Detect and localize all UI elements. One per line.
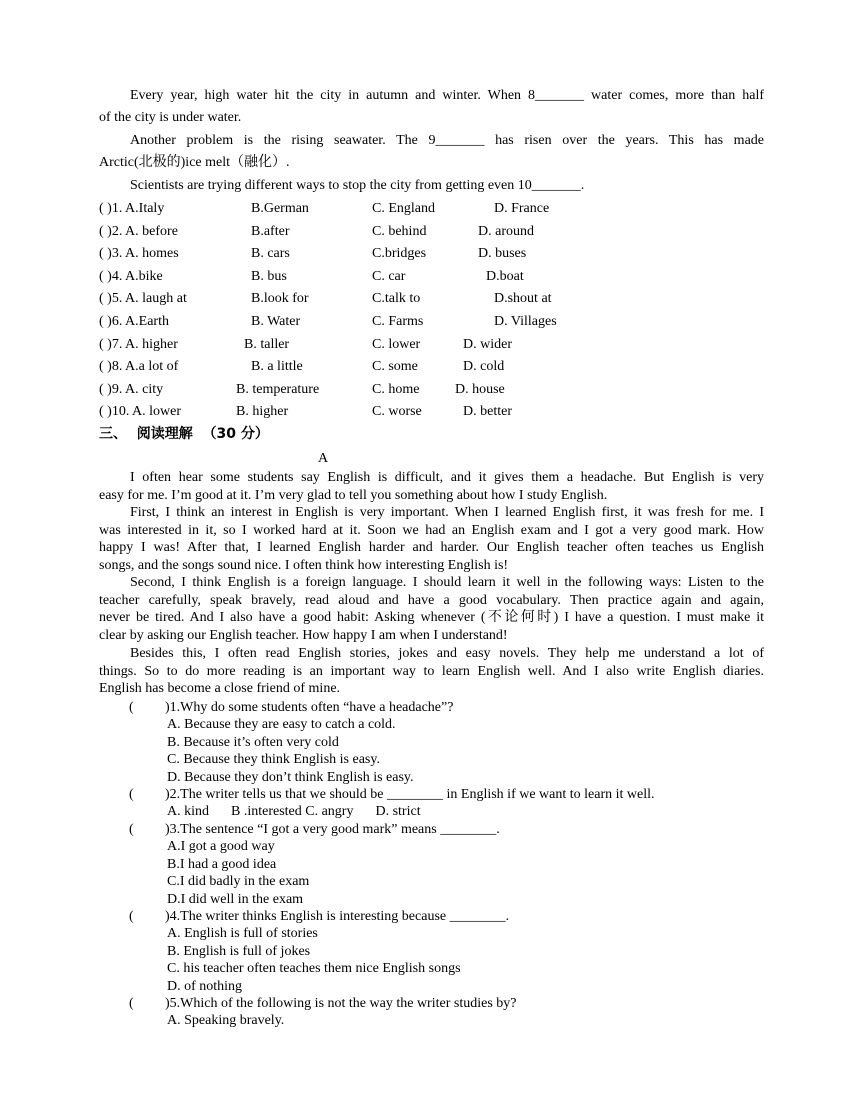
- option-number-a: ( )8. A.a lot of: [99, 359, 179, 375]
- text-line: things. So to do more reading is an important way to learn English well. And I also write English diaries.: [99, 663, 764, 679]
- text-line: teacher carefully, speak bravely, read aloud and have a good vocabulary. Then practice again and again,: [99, 592, 764, 608]
- option-row: [99, 356, 764, 379]
- option-number-a: ( )9. A. city: [99, 381, 164, 397]
- choice: B. Because it’s often very cold: [167, 734, 339, 750]
- option-d: D. Villages: [494, 313, 557, 329]
- question-header: [99, 995, 517, 1012]
- question-5: [99, 995, 517, 1030]
- option-c: C.bridges: [372, 246, 427, 262]
- answer-blank[interactable]: (: [129, 787, 134, 802]
- question-text: )3.The sentence “I got a very good mark” means ________.: [165, 822, 500, 837]
- question-header: [99, 908, 510, 925]
- option-b: B. bus: [251, 268, 287, 284]
- choices-row: [99, 803, 443, 820]
- cloze-paragraph-1: [99, 85, 764, 107]
- answer-blank[interactable]: (: [129, 822, 134, 837]
- option-row: [99, 334, 764, 357]
- option-d: D. buses: [478, 246, 527, 262]
- reading-paragraph-3: [99, 574, 764, 644]
- text-line: clear by asking our English teacher. How happy I am when I understand!: [99, 627, 508, 643]
- text-line: English has become a close friend of mine.: [99, 681, 341, 696]
- choice: D. of nothing: [167, 978, 243, 994]
- text-line: never be tired. And I also have a good habit: Asking whenever (不论何时) I have a question. I must make it: [99, 610, 764, 625]
- reading-paragraph-1: [99, 469, 764, 504]
- option-row: [99, 243, 764, 266]
- option-b: B. temperature: [236, 381, 320, 397]
- choice: B .interested C. angry: [231, 804, 354, 820]
- question-text: )4.The writer thinks English is interesting because ________.: [165, 909, 510, 924]
- option-d: D. France: [494, 201, 550, 216]
- answer-blank[interactable]: (: [129, 700, 134, 715]
- cloze-paragraph-3: [99, 175, 764, 197]
- text-line: happy I was! After that, I learned English harder and harder. Our English teacher often teaches us English: [99, 540, 764, 555]
- option-row: [99, 311, 764, 334]
- option-c: C. lower: [372, 336, 421, 352]
- option-c: C. England: [372, 201, 435, 216]
- option-row: [99, 401, 764, 424]
- choice: A. Speaking bravely.: [167, 1013, 285, 1029]
- option-b: B.after: [251, 223, 290, 239]
- text-line: I often hear some students say English is difficult, and it gives them a headache. But English is very: [130, 470, 764, 485]
- text-line: Besides this, I often read English stories, jokes and easy novels. They help me understand a lot of: [130, 646, 764, 661]
- question-3: [99, 821, 500, 908]
- option-c: C. car: [372, 268, 406, 284]
- choice: D. strict: [375, 804, 421, 820]
- question-1: [99, 699, 454, 786]
- option-c: C. worse: [372, 404, 422, 420]
- option-b: B. a little: [251, 359, 303, 375]
- question-header: [99, 821, 500, 838]
- choice: A.I got a good way: [167, 839, 275, 855]
- question-text: )1.Why do some students often “have a headache”?: [165, 700, 454, 715]
- choice: C.I did badly in the exam: [167, 874, 310, 890]
- text-line: was interested in it, so I worked hard at it. Soon we had an English exam and I got a very good mark. How: [99, 522, 764, 538]
- option-c: C. home: [372, 381, 420, 397]
- section-heading: 三、 阅读理解 （30 分）: [99, 426, 269, 442]
- option-row: [99, 266, 764, 289]
- text-line: easy for me. I’m good at it. I’m very glad to tell you something about how I study English.: [99, 487, 608, 503]
- choice: B. English is full of jokes: [167, 943, 311, 959]
- option-number-a: ( )4. A.bike: [99, 268, 163, 284]
- option-d: D.boat: [486, 268, 524, 284]
- option-number-a: ( )6. A.Earth: [99, 313, 169, 329]
- question-text: )5.Which of the following is not the way the writer studies by?: [165, 996, 517, 1011]
- option-b: B. cars: [251, 246, 290, 262]
- choice: B.I had a good idea: [167, 856, 277, 872]
- cloze-options: [99, 198, 764, 424]
- option-row: [99, 198, 764, 221]
- option-c: C. behind: [372, 223, 427, 239]
- option-number-a: ( )5. A. laugh at: [99, 291, 187, 307]
- choice: A. Because they are easy to catch a cold.: [167, 717, 396, 733]
- choice: D. Because they don’t think English is easy.: [167, 769, 414, 785]
- option-c: C. Farms: [372, 313, 424, 329]
- reading-paragraph-2: [99, 504, 764, 574]
- option-d: D. cold: [463, 359, 505, 375]
- text-line: Arctic(北极的)ice melt（融化）.: [99, 155, 290, 170]
- option-number-a: ( )7. A. higher: [99, 336, 178, 352]
- cloze-paragraph-2-cont: [99, 152, 764, 174]
- choice: C. Because they think English is easy.: [167, 752, 380, 768]
- option-number-a: ( )3. A. homes: [99, 246, 179, 262]
- choice: A. kind: [167, 804, 209, 820]
- option-b: B.look for: [251, 291, 309, 307]
- choice: A. English is full of stories: [167, 926, 318, 942]
- question-header: [99, 699, 454, 716]
- cloze-paragraph-2: [99, 130, 764, 152]
- text-line: First, I think an interest in English is very important. When I learned English first, it was fresh for me. I: [130, 505, 764, 520]
- reading-paragraph-4: [99, 645, 764, 698]
- question-text: )2.The writer tells us that we should be ________ in English if we want to learn it well.: [165, 787, 655, 802]
- text-line: songs, and the songs sound nice. I often think how interesting English is!: [99, 557, 509, 573]
- option-b: B. taller: [244, 336, 290, 352]
- option-d: D.shout at: [494, 291, 552, 307]
- option-d: D. better: [463, 404, 512, 420]
- text-line: Scientists are trying different ways to stop the city from getting even 10_______.: [130, 178, 585, 193]
- option-d: D. around: [478, 223, 534, 239]
- text-line: of the city is under water.: [99, 110, 242, 125]
- cloze-paragraph-1-cont: [99, 107, 764, 129]
- option-c: C.talk to: [372, 291, 421, 307]
- option-b: B. Water: [251, 313, 301, 329]
- option-b: B. higher: [236, 404, 289, 420]
- passage-label: A: [318, 451, 329, 466]
- option-number-a: ( )10. A. lower: [99, 404, 182, 420]
- option-row: [99, 221, 764, 244]
- answer-blank[interactable]: (: [129, 996, 134, 1011]
- option-d: D. house: [455, 381, 505, 397]
- option-d: D. wider: [463, 336, 512, 352]
- question-header: [99, 786, 655, 803]
- option-number-a: ( )1. A.Italy: [99, 201, 165, 216]
- question-2: [99, 786, 655, 821]
- answer-blank[interactable]: (: [129, 909, 134, 924]
- text-line: Every year, high water hit the city in autumn and winter. When 8_______ water comes, more than half: [130, 88, 764, 103]
- text-line: Second, I think English is a foreign language. I should learn it well in the following ways: Listen to the: [130, 575, 764, 590]
- option-c: C. some: [372, 359, 418, 375]
- option-number-a: ( )2. A. before: [99, 223, 178, 239]
- option-row: [99, 379, 764, 402]
- option-row: [99, 288, 764, 311]
- choice: D.I did well in the exam: [167, 891, 304, 907]
- question-4: [99, 908, 510, 995]
- text-line: Another problem is the rising seawater. The 9_______ has risen over the years. This has made: [130, 133, 764, 148]
- option-b: B.German: [251, 201, 309, 216]
- choice: C. his teacher often teaches them nice English songs: [167, 961, 461, 977]
